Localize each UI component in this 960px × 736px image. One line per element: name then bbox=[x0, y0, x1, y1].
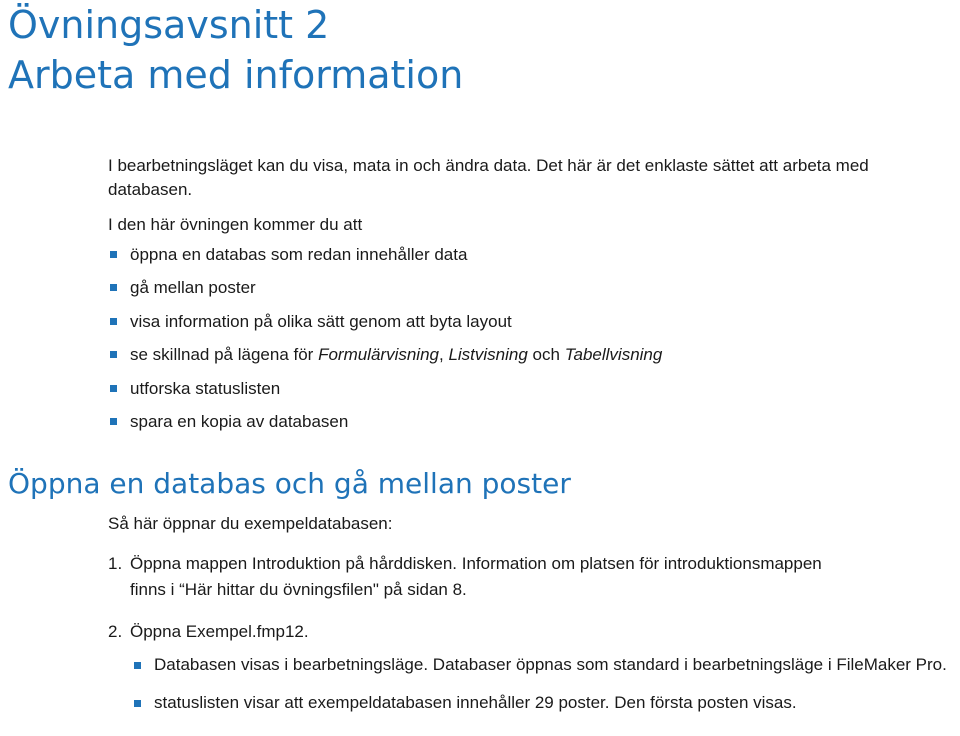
list-item bbox=[132, 690, 956, 716]
title-line-1: Övningsavsnitt 2 bbox=[8, 3, 330, 47]
list-item bbox=[108, 243, 948, 276]
list-item-text: statuslisten visar att exempeldatabasen innehåller 29 poster. Den första posten visas. bbox=[154, 693, 797, 712]
step-2-notes bbox=[132, 652, 956, 728]
step-number: 1. bbox=[108, 554, 123, 573]
square-bullet-icon bbox=[110, 385, 117, 392]
list-item-separator: och bbox=[527, 345, 565, 365]
page-title bbox=[8, 0, 463, 100]
list-item-text: visa information på olika sätt genom att byta layout bbox=[130, 311, 512, 331]
square-bullet-icon bbox=[110, 318, 117, 325]
list-item-text: gå mellan poster bbox=[130, 278, 256, 298]
list-item-text: utforska statuslisten bbox=[130, 378, 281, 398]
list-item-separator: , bbox=[439, 345, 449, 365]
list-item bbox=[108, 276, 948, 309]
step-text: Öppna mappen Introduktion på hårddisken. Information om platsen för introduktionsmappen bbox=[130, 554, 822, 573]
square-bullet-icon bbox=[110, 251, 117, 258]
step-number: 2. bbox=[108, 622, 123, 641]
mode-list-view: Listvisning bbox=[448, 345, 528, 365]
lead-paragraph: I den här övningen kommer du att bbox=[108, 215, 363, 234]
square-bullet-icon bbox=[110, 418, 117, 425]
list-item bbox=[108, 310, 948, 343]
step-text: Öppna Exempel.fmp12. bbox=[130, 622, 309, 641]
title-line-2: Arbeta med information bbox=[8, 53, 464, 97]
mode-table-view: Tabellvisning bbox=[564, 345, 663, 365]
square-bullet-icon bbox=[110, 351, 117, 358]
step-text-continued: finns i “Här hittar du övningsfilen" på sidan 8. bbox=[130, 580, 467, 599]
objectives-list bbox=[108, 243, 948, 443]
list-item bbox=[108, 377, 948, 410]
square-bullet-icon bbox=[110, 284, 117, 291]
step-1 bbox=[108, 551, 954, 603]
section-heading: Öppna en databas och gå mellan poster bbox=[8, 467, 571, 500]
list-item-text: öppna en databas som redan innehåller data bbox=[130, 245, 468, 264]
list-item bbox=[132, 652, 956, 678]
step-2 bbox=[108, 619, 954, 645]
square-bullet-icon bbox=[134, 700, 141, 707]
list-item bbox=[108, 343, 948, 376]
square-bullet-icon bbox=[134, 662, 141, 669]
list-item-text: se skillnad på lägena för bbox=[130, 345, 319, 365]
intro-paragraph: I bearbetningsläget kan du visa, mata in och ändra data. Det här är det enklaste sättet att arbeta med databasen. bbox=[108, 156, 869, 199]
list-item-text: Databasen visas i bearbetningsläge. Databaser öppnas som standard i bearbetningsläge i FileMaker Pro. bbox=[154, 655, 947, 674]
list-item bbox=[108, 410, 948, 443]
mode-form-view: Formulärvisning bbox=[318, 345, 439, 365]
list-item-text: spara en kopia av databasen bbox=[130, 411, 349, 431]
section-intro: Så här öppnar du exempeldatabasen: bbox=[108, 514, 393, 533]
